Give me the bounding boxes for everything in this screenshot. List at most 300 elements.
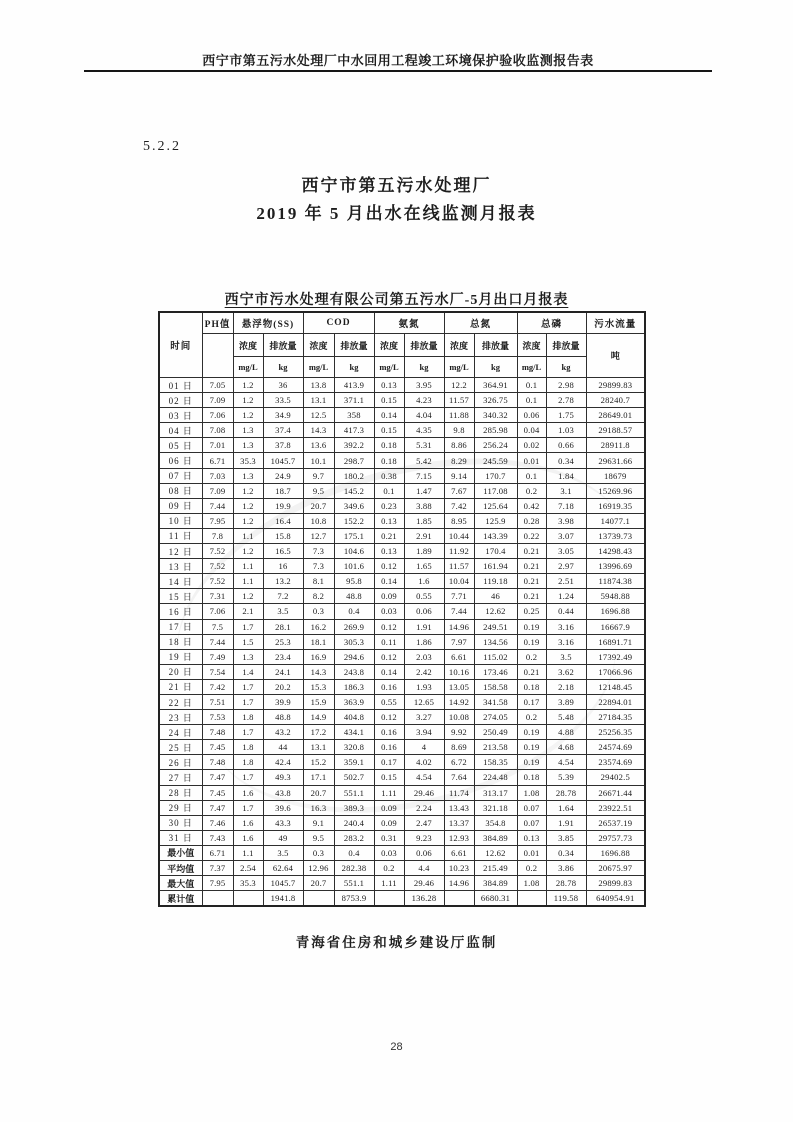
table-cell: 152.2	[334, 513, 374, 528]
table-cell: 2.51	[546, 574, 586, 589]
table-cell: 1.3	[233, 649, 263, 664]
table-cell: 358	[334, 408, 374, 423]
table-cell: 1.7	[233, 679, 263, 694]
table-cell: 0.07	[517, 815, 546, 830]
table-row	[159, 559, 645, 574]
table-row	[159, 694, 645, 709]
row-label: 最小值	[159, 845, 202, 860]
table-cell: 10.8	[303, 513, 334, 528]
table-cell: 19.9	[263, 498, 303, 513]
table-cell: 0.21	[374, 528, 404, 543]
table-cell: 29899.83	[586, 876, 645, 891]
table-cell: 10.23	[444, 861, 474, 876]
table-cell: 14298.43	[586, 544, 645, 559]
row-label: 平均值	[159, 861, 202, 876]
table-cell: 16919.35	[586, 498, 645, 513]
table-cell: 417.3	[334, 423, 374, 438]
table-cell: 14.3	[303, 664, 334, 679]
table-cell: 26671.44	[586, 785, 645, 800]
table-cell: 7.51	[202, 694, 233, 709]
row-label: 31 日	[159, 830, 202, 845]
table-cell: 0.22	[517, 528, 546, 543]
table-cell: 43.2	[263, 725, 303, 740]
table-cell: 0.2	[517, 861, 546, 876]
table-cell: 0.55	[404, 589, 444, 604]
table-cell: 0.14	[374, 408, 404, 423]
table-cell: 9.23	[404, 830, 444, 845]
table-cell: 7.05	[202, 378, 233, 393]
row-label: 12 日	[159, 544, 202, 559]
table-cell: 3.89	[546, 694, 586, 709]
unit-nh3n-mgl: mg/L	[374, 357, 404, 378]
table-cell: 175.1	[334, 528, 374, 543]
table-row	[159, 634, 645, 649]
table-cell: 7.44	[202, 634, 233, 649]
table-cell: 13.6	[303, 438, 334, 453]
table-cell: 0.19	[517, 725, 546, 740]
row-label: 26 日	[159, 755, 202, 770]
table-cell: 12.62	[474, 845, 517, 860]
table-cell: 0.17	[374, 755, 404, 770]
table-cell: 6.61	[444, 649, 474, 664]
table-cell: 2.24	[404, 800, 444, 815]
table-cell: 6.61	[444, 845, 474, 860]
table-cell: 20675.97	[586, 861, 645, 876]
table-cell: 0.14	[374, 574, 404, 589]
table-cell: 7.95	[202, 513, 233, 528]
col-header-tp: 总磷	[517, 312, 586, 334]
table-cell: 340.32	[474, 408, 517, 423]
table-cell: 0.13	[374, 544, 404, 559]
monthly-report-table	[158, 311, 646, 907]
table-cell: 13.05	[444, 679, 474, 694]
table-cell: 143.39	[474, 528, 517, 543]
unit-ss-kg: kg	[263, 357, 303, 378]
table-cell: 7.44	[444, 604, 474, 619]
table-cell: 7.08	[202, 423, 233, 438]
table-cell: 13739.73	[586, 528, 645, 543]
table-cell: 62.64	[263, 861, 303, 876]
table-row	[159, 544, 645, 559]
table-cell: 320.8	[334, 740, 374, 755]
table-cell: 170.7	[474, 468, 517, 483]
table-cell: 1.75	[546, 408, 586, 423]
table-cell: 3.5	[263, 845, 303, 860]
table-cell: 25.3	[263, 634, 303, 649]
table-cell: 363.9	[334, 694, 374, 709]
table-cell: 0.16	[374, 725, 404, 740]
table-cell: 321.18	[474, 800, 517, 815]
table-cell: 1.2	[233, 544, 263, 559]
table-cell: 3.94	[404, 725, 444, 740]
table-cell: 0.03	[374, 604, 404, 619]
table-cell: 29.46	[404, 785, 444, 800]
table-cell: 7.52	[202, 544, 233, 559]
table-cell: 2.78	[546, 393, 586, 408]
table-row	[159, 679, 645, 694]
table-row	[159, 604, 645, 619]
table-cell: 13.37	[444, 815, 474, 830]
table-cell: 115.02	[474, 649, 517, 664]
table-row	[159, 483, 645, 498]
table-cell: 3.05	[546, 544, 586, 559]
row-label: 06 日	[159, 453, 202, 468]
unit-cod-mgl: mg/L	[303, 357, 334, 378]
table-cell: 1.08	[517, 785, 546, 800]
table-cell: 170.4	[474, 544, 517, 559]
table-cell: 1.65	[404, 559, 444, 574]
table-cell: 2.98	[546, 378, 586, 393]
table-row	[159, 408, 645, 423]
table-cell	[303, 891, 334, 907]
table-cell: 1.11	[374, 785, 404, 800]
table-cell: 158.58	[474, 679, 517, 694]
table-cell: 8.95	[444, 513, 474, 528]
table-cell: 117.08	[474, 483, 517, 498]
table-cell: 11.57	[444, 559, 474, 574]
table-cell: 49	[263, 830, 303, 845]
table-cell: 10.1	[303, 453, 334, 468]
table-cell: 12.5	[303, 408, 334, 423]
table-cell: 7.54	[202, 664, 233, 679]
row-label: 25 日	[159, 740, 202, 755]
table-cell: 7.5	[202, 619, 233, 634]
table-row	[159, 649, 645, 664]
table-cell: 29402.5	[586, 770, 645, 785]
table-cell: 18.7	[263, 483, 303, 498]
table-cell: 0.66	[546, 438, 586, 453]
table-cell: 125.9	[474, 513, 517, 528]
table-cell	[444, 891, 474, 907]
table-cell: 0.44	[546, 604, 586, 619]
row-label: 03 日	[159, 408, 202, 423]
header-row-subcols	[159, 334, 645, 357]
table-cell: 1045.7	[263, 453, 303, 468]
table-cell: 161.94	[474, 559, 517, 574]
table-cell: 4.68	[546, 740, 586, 755]
table-cell: 20.7	[303, 876, 334, 891]
table-cell: 16891.71	[586, 634, 645, 649]
document-header-title: 西宁市第五污水处理厂中水回用工程竣工环境保护验收监测报告表	[202, 53, 594, 68]
table-cell: 104.6	[334, 544, 374, 559]
table-cell: 9.5	[303, 483, 334, 498]
table-cell: 1.8	[233, 755, 263, 770]
table-cell: 12.7	[303, 528, 334, 543]
row-label: 10 日	[159, 513, 202, 528]
table-cell: 22894.01	[586, 694, 645, 709]
table-cell: 7.48	[202, 725, 233, 740]
table-cell: 9.7	[303, 468, 334, 483]
header-row-groups	[159, 312, 645, 334]
table-cell: 1.84	[546, 468, 586, 483]
table-cell: 16.2	[303, 619, 334, 634]
col-header-ss: 悬浮物(SS)	[233, 312, 303, 334]
table-cell: 3.07	[546, 528, 586, 543]
unit-nh3n-kg: kg	[404, 357, 444, 378]
table-cell: 35.3	[233, 453, 263, 468]
table-cell: 29757.73	[586, 830, 645, 845]
subcol-cod-conc: 浓度	[303, 334, 334, 357]
table-cell: 7.67	[444, 483, 474, 498]
table-cell: 0.31	[374, 830, 404, 845]
table-cell: 1045.7	[263, 876, 303, 891]
table-cell: 10.08	[444, 710, 474, 725]
table-cell: 2.97	[546, 559, 586, 574]
table-cell: 14.96	[444, 619, 474, 634]
col-header-flow: 污水流量	[586, 312, 645, 334]
table-cell: 434.1	[334, 725, 374, 740]
table-cell: 15.8	[263, 528, 303, 543]
table-cell: 298.7	[334, 453, 374, 468]
row-label: 13 日	[159, 559, 202, 574]
table-cell: 3.62	[546, 664, 586, 679]
table-cell: 7.97	[444, 634, 474, 649]
report-title-line1: 西宁市第五污水处理厂	[301, 176, 492, 195]
table-cell: 48.8	[334, 589, 374, 604]
row-label: 累计值	[159, 891, 202, 907]
table-cell: 29899.83	[586, 378, 645, 393]
table-row	[159, 453, 645, 468]
table-cell: 15269.96	[586, 483, 645, 498]
table-cell: 0.01	[517, 453, 546, 468]
table-cell: 29631.66	[586, 453, 645, 468]
table-cell: 28.1	[263, 619, 303, 634]
table-cell: 7.48	[202, 755, 233, 770]
table-cell: 0.19	[517, 755, 546, 770]
table-cell: 0.09	[374, 815, 404, 830]
report-title-line2: 2019 年 5 月出水在线监测月报表	[256, 204, 537, 223]
table-cell: 502.7	[334, 770, 374, 785]
table-cell: 0.42	[517, 498, 546, 513]
table-cell: 43.8	[263, 785, 303, 800]
table-cell: 7.43	[202, 830, 233, 845]
unit-tn-mgl: mg/L	[444, 357, 474, 378]
table-cell: 0.12	[374, 649, 404, 664]
row-label: 11 日	[159, 528, 202, 543]
table-cell: 7.49	[202, 649, 233, 664]
row-label: 02 日	[159, 393, 202, 408]
table-cell: 0.15	[374, 423, 404, 438]
table-cell: 0.13	[374, 378, 404, 393]
table-cell: 6.71	[202, 845, 233, 860]
table-cell: 1.7	[233, 725, 263, 740]
table-cell: 3.86	[546, 861, 586, 876]
table-cell: 1.7	[233, 694, 263, 709]
table-cell: 551.1	[334, 876, 374, 891]
table-cell: 0.55	[374, 694, 404, 709]
unit-cod-kg: kg	[334, 357, 374, 378]
table-cell: 29188.57	[586, 423, 645, 438]
table-cell: 0.18	[517, 770, 546, 785]
table-cell: 1.2	[233, 513, 263, 528]
table-cell: 1.1	[233, 574, 263, 589]
row-label: 14 日	[159, 574, 202, 589]
table-cell: 0.1	[517, 393, 546, 408]
table-cell: 145.2	[334, 483, 374, 498]
table-cell: 1.6	[233, 815, 263, 830]
table-cell: 1.8	[233, 710, 263, 725]
table-cell: 2.47	[404, 815, 444, 830]
table-cell: 16.4	[263, 513, 303, 528]
table-cell	[233, 891, 263, 907]
table-cell: 3.27	[404, 710, 444, 725]
unit-flow-ton: 吨	[586, 334, 645, 378]
table-cell: 0.4	[334, 604, 374, 619]
col-header-cod: COD	[303, 312, 374, 334]
table-cell: 1.2	[233, 408, 263, 423]
table-cell: 1.2	[233, 483, 263, 498]
table-cell: 294.6	[334, 649, 374, 664]
row-label: 05 日	[159, 438, 202, 453]
table-cell: 1.1	[233, 845, 263, 860]
table-cell: 34.9	[263, 408, 303, 423]
table-cell: 119.58	[546, 891, 586, 907]
table-row	[159, 528, 645, 543]
table-cell	[202, 891, 233, 907]
table-cell: 33.5	[263, 393, 303, 408]
table-cell: 0.15	[374, 770, 404, 785]
table-cell: 16667.9	[586, 619, 645, 634]
table-cell: 8.29	[444, 453, 474, 468]
table-cell: 4.54	[404, 770, 444, 785]
table-row	[159, 876, 645, 891]
table-cell: 0.11	[374, 634, 404, 649]
table-cell: 7.47	[202, 770, 233, 785]
table-row	[159, 830, 645, 845]
table-cell: 136.28	[404, 891, 444, 907]
table-cell: 7.42	[202, 679, 233, 694]
table-cell: 4.88	[546, 725, 586, 740]
table-cell: 3.5	[263, 604, 303, 619]
table-cell: 224.48	[474, 770, 517, 785]
table-row	[159, 755, 645, 770]
table-cell: 0.2	[517, 710, 546, 725]
table-cell: 10.04	[444, 574, 474, 589]
table-cell: 1.7	[233, 770, 263, 785]
row-label: 21 日	[159, 679, 202, 694]
table-cell: 17.2	[303, 725, 334, 740]
table-header	[159, 312, 645, 378]
table-cell: 12.2	[444, 378, 474, 393]
table-cell: 250.49	[474, 725, 517, 740]
table-cell: 7.2	[263, 589, 303, 604]
table-cell: 1.91	[404, 619, 444, 634]
subcol-ss-discharge: 排放量	[263, 334, 303, 357]
table-cell: 23.4	[263, 649, 303, 664]
table-cell: 4.54	[546, 755, 586, 770]
table-row	[159, 891, 645, 907]
table-cell	[374, 891, 404, 907]
table-cell: 7.71	[444, 589, 474, 604]
table-cell: 37.8	[263, 438, 303, 453]
table-cell: 3.1	[546, 483, 586, 498]
col-header-tn: 总氮	[444, 312, 517, 334]
table-cell: 5.31	[404, 438, 444, 453]
table-cell: 1.03	[546, 423, 586, 438]
table-cell: 16.9	[303, 649, 334, 664]
row-label: 24 日	[159, 725, 202, 740]
row-label: 20 日	[159, 664, 202, 679]
table-cell: 9.8	[444, 423, 474, 438]
table-cell: 1.64	[546, 800, 586, 815]
table-cell: 0.12	[374, 559, 404, 574]
table-cell: 0.06	[404, 845, 444, 860]
table-cell: 640954.91	[586, 891, 645, 907]
table-cell: 5.39	[546, 770, 586, 785]
table-cell: 26537.19	[586, 815, 645, 830]
table-cell: 6.71	[202, 453, 233, 468]
table-cell: 7.45	[202, 785, 233, 800]
table-cell: 1696.88	[586, 845, 645, 860]
table-cell: 0.38	[374, 468, 404, 483]
table-row	[159, 589, 645, 604]
table-cell: 11.92	[444, 544, 474, 559]
table-cell: 0.21	[517, 544, 546, 559]
table-cell: 213.58	[474, 740, 517, 755]
table-cell: 0.21	[517, 589, 546, 604]
table-cell: 13.2	[263, 574, 303, 589]
table-cell: 7.44	[202, 498, 233, 513]
table-title: 西宁市污水处理有限公司第五污水厂-5月出口月报表	[224, 293, 569, 308]
table-cell: 12.65	[404, 694, 444, 709]
table-cell: 20.7	[303, 498, 334, 513]
table-cell: 0.17	[517, 694, 546, 709]
table-cell: 35.3	[233, 876, 263, 891]
table-row	[159, 725, 645, 740]
table-cell: 256.24	[474, 438, 517, 453]
table-cell: 13.8	[303, 378, 334, 393]
table-cell: 413.9	[334, 378, 374, 393]
table-cell: 0.13	[517, 830, 546, 845]
table-cell: 24.9	[263, 468, 303, 483]
table-cell: 282.38	[334, 861, 374, 876]
table-row	[159, 513, 645, 528]
table-row	[159, 393, 645, 408]
table-cell: 14.9	[303, 710, 334, 725]
table-cell: 1941.8	[263, 891, 303, 907]
table-cell: 0.21	[517, 574, 546, 589]
table-cell: 0.1	[374, 483, 404, 498]
table-cell: 2.1	[233, 604, 263, 619]
table-cell: 24574.69	[586, 740, 645, 755]
table-cell: 20.7	[303, 785, 334, 800]
table-cell: 12.62	[474, 604, 517, 619]
table-cell: 1.6	[404, 574, 444, 589]
table-cell: 7.45	[202, 740, 233, 755]
table-row	[159, 438, 645, 453]
row-label: 22 日	[159, 694, 202, 709]
row-label: 07 日	[159, 468, 202, 483]
subcol-nh3n-conc: 浓度	[374, 334, 404, 357]
table-cell: 0.02	[517, 438, 546, 453]
table-cell: 2.91	[404, 528, 444, 543]
table-cell: 39.9	[263, 694, 303, 709]
table-body	[159, 378, 645, 907]
table-cell: 1.6	[233, 830, 263, 845]
table-cell: 1.7	[233, 619, 263, 634]
table-cell: 326.75	[474, 393, 517, 408]
table-cell: 28.78	[546, 785, 586, 800]
table-row	[159, 770, 645, 785]
table-cell: 7.18	[546, 498, 586, 513]
ph-empty-cell	[202, 334, 233, 378]
table-cell: 0.23	[374, 498, 404, 513]
table-cell: 1.2	[233, 498, 263, 513]
table-cell: 27184.35	[586, 710, 645, 725]
table-cell: 341.58	[474, 694, 517, 709]
table-cell: 7.01	[202, 438, 233, 453]
table-cell: 10.44	[444, 528, 474, 543]
